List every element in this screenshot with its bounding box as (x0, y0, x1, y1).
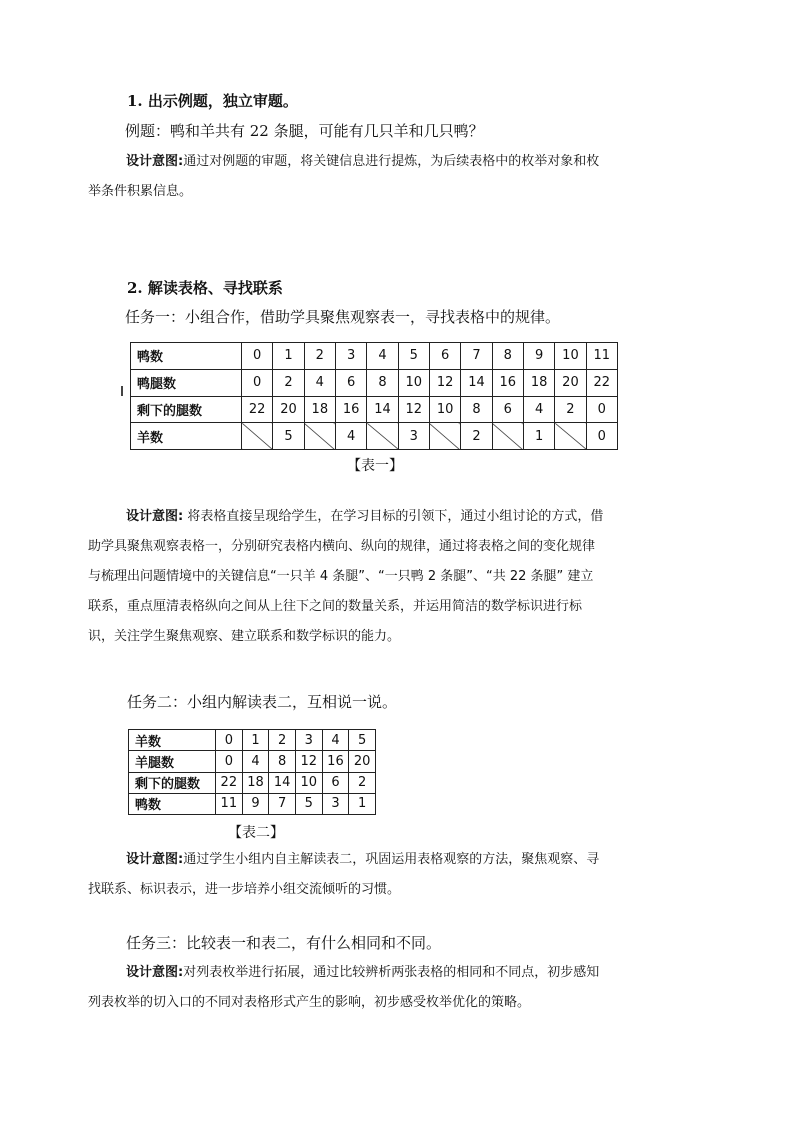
table-cell: 18 (523, 369, 554, 396)
table-cell: 1 (523, 423, 554, 450)
intent-text: 对列表枚举进行拓展，通过比较辨析两张表格的相同和不同点，初步感知 (183, 965, 600, 980)
table-cell: 4 (523, 396, 554, 423)
diagonal-cell (304, 423, 335, 450)
table-cell: 2 (555, 396, 586, 423)
table-1-caption: 【表一】 (347, 458, 403, 474)
table-2 (128, 729, 376, 815)
intent-line: 联系，重点厘清表格纵向之间从上往下之间的数量关系，并运用简洁的数学标识进行标 (88, 599, 583, 614)
table-cell: 12 (295, 751, 322, 772)
table-cell: 2 (269, 730, 296, 751)
table-cell: 8 (367, 369, 398, 396)
intent-note-3-first (126, 845, 726, 875)
table-cell: 10 (429, 396, 460, 423)
intent-note-2-rest (88, 532, 738, 652)
table-cell: 6 (335, 369, 366, 396)
table-cell: 3 (295, 730, 322, 751)
table-1 (130, 342, 618, 450)
table-cell: 14 (269, 772, 296, 793)
row-label: 鸭腿数 (131, 369, 242, 396)
table-cell: 0 (216, 730, 243, 751)
table-cell: 22 (242, 396, 273, 423)
table-cell: 2 (349, 772, 376, 793)
intent-label: 设计意图: (126, 154, 184, 169)
intent-note-4-rest (88, 988, 738, 1018)
table-cell: 10 (555, 343, 586, 370)
table-cell: 8 (269, 751, 296, 772)
table-cell: 5 (349, 730, 376, 751)
table-cell: 20 (349, 751, 376, 772)
intent-text: 将表格直接呈现给学生，在学习目标的引领下，通过小组讨论的方式，借 (183, 509, 604, 524)
table-cell: 7 (269, 793, 296, 814)
table-cell: 0 (242, 369, 273, 396)
table-cell: 1 (242, 730, 269, 751)
table-cell: 4 (304, 369, 335, 396)
table-cell: 7 (461, 343, 492, 370)
section1-heading: 1. 出示例题，独立审题。 (127, 92, 298, 110)
intent-label: 设计意图: (126, 852, 184, 867)
table-cell: 12 (398, 396, 429, 423)
table-row (129, 751, 376, 772)
row-label: 剩下的腿数 (131, 396, 242, 423)
intent-text: 举条件积累信息。 (88, 184, 193, 199)
diagonal-cell (429, 423, 460, 450)
table-cell: 12 (429, 369, 460, 396)
table-cell: 4 (242, 751, 269, 772)
intent-note-4-first (126, 958, 726, 988)
row-label: 羊数 (131, 423, 242, 450)
intent-text: 通过对例题的审题，将关键信息进行提炼，为后续表格中的枚举对象和枚 (183, 154, 600, 169)
table-cell: 4 (335, 423, 366, 450)
diagonal-cell (367, 423, 398, 450)
table-cell: 18 (304, 396, 335, 423)
table-cell: 1 (273, 343, 304, 370)
intent-line: 助学具聚焦观察表格一，分别研究表格内横向、纵向的规律，通过将表格之间的变化规律 (88, 539, 596, 554)
table-cell: 11 (586, 343, 617, 370)
table-row (129, 730, 376, 751)
table-cell: 6 (429, 343, 460, 370)
table-cell: 11 (216, 793, 243, 814)
table-cell: 5 (398, 343, 429, 370)
table-cell: 2 (304, 343, 335, 370)
task2-text: 任务二：小组内解读表二，互相说一说。 (127, 693, 398, 711)
table-cell: 9 (242, 793, 269, 814)
task3-text: 任务三：比较表一和表二，有什么相同和不同。 (126, 934, 442, 952)
table-cell: 4 (322, 730, 349, 751)
diagonal-cell (555, 423, 586, 450)
table-row (131, 369, 618, 396)
table-cell: 6 (492, 396, 523, 423)
table-cell: 3 (335, 343, 366, 370)
intent-label: 设计意图: (126, 965, 184, 980)
table-cell: 3 (398, 423, 429, 450)
margin-mark (121, 386, 123, 396)
table-cell: 10 (398, 369, 429, 396)
table-row (129, 793, 376, 814)
table-cell: 5 (273, 423, 304, 450)
table-cell: 1 (349, 793, 376, 814)
table-cell: 8 (492, 343, 523, 370)
intent-text: 通过学生小组内自主解读表二，巩固运用表格观察的方法，聚焦观察、寻 (183, 852, 600, 867)
intent-line: 找联系、标识表示，进一步培养小组交流倾听的习惯。 (88, 882, 401, 897)
table-cell: 5 (295, 793, 322, 814)
table-cell: 16 (322, 751, 349, 772)
diagonal-cell (492, 423, 523, 450)
table-cell: 10 (295, 772, 322, 793)
table-cell: 6 (322, 772, 349, 793)
table-cell: 2 (273, 369, 304, 396)
intent-label: 设计意图: (126, 509, 184, 524)
table-cell: 0 (586, 423, 617, 450)
intent-note-2-first (126, 502, 726, 532)
table-cell: 20 (273, 396, 304, 423)
task1-text: 任务一：小组合作，借助学具聚焦观察表一，寻找表格中的规律。 (125, 308, 561, 326)
intent-note-1-cont (88, 177, 708, 207)
table-cell: 14 (367, 396, 398, 423)
table-cell: 18 (242, 772, 269, 793)
row-label: 羊腿数 (129, 751, 216, 772)
table-cell: 22 (586, 369, 617, 396)
table-cell: 0 (242, 343, 273, 370)
table-cell: 0 (216, 751, 243, 772)
intent-line: 列表枚举的切入口的不同对表格形式产生的影响，初步感受枚举优化的策略。 (88, 995, 531, 1010)
table-row (131, 396, 618, 423)
table-cell: 14 (461, 369, 492, 396)
diagonal-cell (242, 423, 273, 450)
intent-line: 与梳理出问题情境中的关键信息“一只羊 4 条腿”、“一只鸭 2 条腿”、“共 22 条腿” 建立 (88, 569, 594, 584)
row-label: 鸭数 (131, 343, 242, 370)
row-label: 羊数 (129, 730, 216, 751)
table-cell: 8 (461, 396, 492, 423)
table-row (131, 343, 618, 370)
example-question: 例题：鸭和羊共有 22 条腿，可能有几只羊和几只鸭？ (125, 122, 484, 140)
intent-note-3-rest (88, 875, 738, 905)
table-2-caption: 【表二】 (228, 825, 284, 841)
table-cell: 2 (461, 423, 492, 450)
table-row (129, 772, 376, 793)
table-cell: 4 (367, 343, 398, 370)
intent-note-1 (126, 147, 686, 177)
row-label: 剩下的腿数 (129, 772, 216, 793)
row-label: 鸭数 (129, 793, 216, 814)
table-cell: 3 (322, 793, 349, 814)
table-cell: 20 (555, 369, 586, 396)
intent-line: 识，关注学生聚焦观察、建立联系和数学标识的能力。 (88, 629, 401, 644)
table-cell: 22 (216, 772, 243, 793)
table-row (131, 423, 618, 450)
table-cell: 16 (335, 396, 366, 423)
section2-heading: 2. 解读表格、寻找联系 (127, 279, 283, 297)
table-cell: 16 (492, 369, 523, 396)
table-cell: 0 (586, 396, 617, 423)
table-cell: 9 (523, 343, 554, 370)
